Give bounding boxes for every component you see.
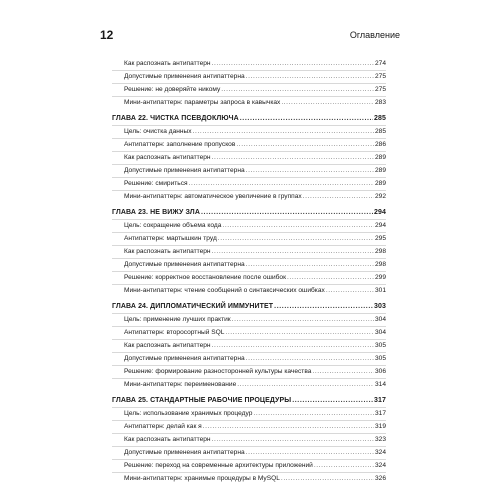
toc-entry[interactable] <box>112 58 386 70</box>
dot-leader <box>240 113 373 125</box>
entry-title: Мини-антипаттерн: автоматическое увеличение в группах <box>124 193 302 200</box>
entry-title: Цель: использование хранимых процедур <box>124 410 253 417</box>
toc-entry[interactable] <box>112 271 386 284</box>
toc-entry[interactable] <box>112 245 386 258</box>
dot-leader <box>232 314 374 326</box>
dot-leader <box>237 379 374 391</box>
toc-entry[interactable] <box>112 352 386 365</box>
dot-leader <box>281 97 374 109</box>
toc-entry[interactable] <box>112 126 386 138</box>
entry-title: Как распознать антипаттерн <box>124 60 211 67</box>
entry-page: 323 <box>374 436 386 443</box>
dot-leader <box>287 272 374 284</box>
entry-page: 304 <box>374 316 386 323</box>
dot-leader <box>189 178 374 190</box>
entry-page: 286 <box>374 141 386 148</box>
toc-entry[interactable] <box>112 420 386 433</box>
toc-entry[interactable] <box>112 378 386 391</box>
table-of-contents <box>112 58 386 489</box>
entry-title: Цель: очистка данных <box>124 128 192 135</box>
toc-entry[interactable] <box>112 220 386 232</box>
toc-chapter <box>112 58 386 109</box>
entry-page: 289 <box>374 167 386 174</box>
toc-entry[interactable] <box>112 177 386 190</box>
toc-chapter <box>112 113 386 203</box>
dot-leader <box>246 259 374 271</box>
dot-leader <box>246 165 374 177</box>
entry-page: 326 <box>374 475 386 482</box>
toc-entry[interactable] <box>112 96 386 109</box>
entry-title: Допустимые применения антипаттерна <box>124 261 245 268</box>
chapter-page: 303 <box>374 303 386 310</box>
entry-title: Допустимые применения антипаттерна <box>124 73 245 80</box>
chapter-heading[interactable] <box>112 113 386 126</box>
entry-page: 304 <box>374 329 386 336</box>
entry-title: Антипаттерн: делай как я <box>124 423 202 430</box>
toc-entry[interactable] <box>112 339 386 352</box>
entry-page: 298 <box>374 248 386 255</box>
chapter-title: ГЛАВА 25. СТАНДАРТНЫЕ РАБОЧИЕ ПРОЦЕДУРЫ <box>112 397 292 404</box>
running-title: Оглавление <box>349 30 400 40</box>
toc-entry[interactable] <box>112 164 386 177</box>
dot-leader <box>225 327 374 339</box>
dot-leader <box>274 301 373 313</box>
toc-entry[interactable] <box>112 70 386 83</box>
dot-leader <box>314 460 374 472</box>
dot-leader <box>201 207 373 219</box>
entry-title: Цель: сокращение объема кода <box>124 222 222 229</box>
toc-entry[interactable] <box>112 138 386 151</box>
dot-leader <box>292 395 373 407</box>
dot-leader <box>212 340 374 352</box>
entry-title: Решение: смириться <box>124 180 188 187</box>
toc-entry[interactable] <box>112 446 386 459</box>
toc-chapter <box>112 301 386 391</box>
chapter-title: ГЛАВА 22. ЧИСТКА ПСЕВДОКЛЮЧА <box>112 115 239 122</box>
entry-page: 314 <box>374 381 386 388</box>
dot-leader <box>212 246 374 258</box>
chapter-heading[interactable] <box>112 301 386 314</box>
toc-entry[interactable] <box>112 472 386 485</box>
entry-page: 301 <box>374 287 386 294</box>
entry-page: 275 <box>374 86 386 93</box>
dot-leader <box>218 233 374 245</box>
entry-page: 317 <box>374 410 386 417</box>
chapter-heading[interactable] <box>112 395 386 408</box>
toc-entry[interactable] <box>112 83 386 96</box>
toc-entry[interactable] <box>112 314 386 326</box>
entry-page: 299 <box>374 274 386 281</box>
entry-page: 306 <box>374 368 386 375</box>
toc-entry[interactable] <box>112 433 386 446</box>
entry-page: 285 <box>374 128 386 135</box>
chapter-page: 285 <box>374 115 386 122</box>
entry-page: 275 <box>374 73 386 80</box>
entry-title: Мини-антипаттерн: параметры запроса в кавычках <box>124 99 281 106</box>
toc-entry[interactable] <box>112 459 386 472</box>
chapter-heading[interactable] <box>112 207 386 220</box>
entry-title: Антипаттерн: второсортный SQL <box>124 329 225 336</box>
dot-leader <box>221 84 374 96</box>
entry-page: 295 <box>374 235 386 242</box>
dot-leader <box>212 434 374 446</box>
entry-title: Решение: корректное восстановление после ошибок <box>124 274 286 281</box>
entry-page: 289 <box>374 180 386 187</box>
toc-entry[interactable] <box>112 365 386 378</box>
toc-entry[interactable] <box>112 326 386 339</box>
dot-leader <box>236 139 374 151</box>
entry-title: Как распознать антипаттерн <box>124 248 211 255</box>
toc-entry[interactable] <box>112 408 386 420</box>
chapter-page: 317 <box>374 397 386 404</box>
entry-title: Решение: не доверяйте никому <box>124 86 221 93</box>
chapter-title: ГЛАВА 24. ДИПЛОМАТИЧЕСКИЙ ИММУНИТЕТ <box>112 303 274 310</box>
entry-title: Как распознать антипаттерн <box>124 342 211 349</box>
dot-leader <box>212 152 374 164</box>
entry-page: 305 <box>374 342 386 349</box>
dot-leader <box>281 473 374 485</box>
entry-page: 319 <box>374 423 386 430</box>
toc-entry[interactable] <box>112 284 386 297</box>
dot-leader <box>253 408 374 420</box>
toc-entry[interactable] <box>112 190 386 203</box>
toc-entry[interactable] <box>112 151 386 164</box>
entry-title: Мини-антипаттерн: переименование <box>124 381 237 388</box>
entry-title: Решение: формирование разносторонней культуры качества <box>124 368 312 375</box>
dot-leader <box>303 191 374 203</box>
toc-chapter <box>112 207 386 297</box>
entry-page: 274 <box>374 60 386 67</box>
dot-leader <box>246 353 374 365</box>
toc-entry[interactable] <box>112 232 386 245</box>
dot-leader <box>246 71 374 83</box>
chapter-title: ГЛАВА 23. НЕ ВИЖУ ЗЛА <box>112 209 200 216</box>
entry-title: Как распознать антипаттерн <box>124 154 211 161</box>
entry-title: Допустимые применения антипаттерна <box>124 355 245 362</box>
toc-entry[interactable] <box>112 258 386 271</box>
entry-page: 294 <box>374 222 386 229</box>
entry-title: Мини-антипаттерн: хранимые процедуры в MySQL <box>124 475 280 482</box>
dot-leader <box>246 447 374 459</box>
dot-leader <box>312 366 374 378</box>
dot-leader <box>212 58 374 70</box>
entry-title: Антипаттерн: заполнение пропусков <box>124 141 236 148</box>
entry-title: Допустимые применения антипаттерна <box>124 449 245 456</box>
entry-title: Мини-антипаттерн: чтение сообщений о синтаксических ошибках <box>124 287 325 294</box>
entry-page: 283 <box>374 99 386 106</box>
page-number: 12 <box>100 28 114 42</box>
entry-page: 324 <box>374 462 386 469</box>
dot-leader <box>326 285 374 297</box>
entry-title: Цель: применение лучших практик <box>124 316 231 323</box>
entry-title: Как распознать антипаттерн <box>124 436 211 443</box>
entry-title: Допустимые применения антипаттерна <box>124 167 245 174</box>
dot-leader <box>203 421 374 433</box>
dot-leader <box>222 220 374 232</box>
entry-title: Решение: переход на современные архитектуры приложений <box>124 462 313 469</box>
entry-page: 292 <box>374 193 386 200</box>
toc-chapter <box>112 395 386 485</box>
entry-page: 305 <box>374 355 386 362</box>
entry-page: 289 <box>374 154 386 161</box>
entry-page: 298 <box>374 261 386 268</box>
chapter-page: 294 <box>374 209 386 216</box>
entry-title: Антипаттерн: мартышкин труд <box>124 235 217 242</box>
dot-leader <box>193 126 374 138</box>
entry-page: 324 <box>374 449 386 456</box>
page-header <box>100 28 400 44</box>
